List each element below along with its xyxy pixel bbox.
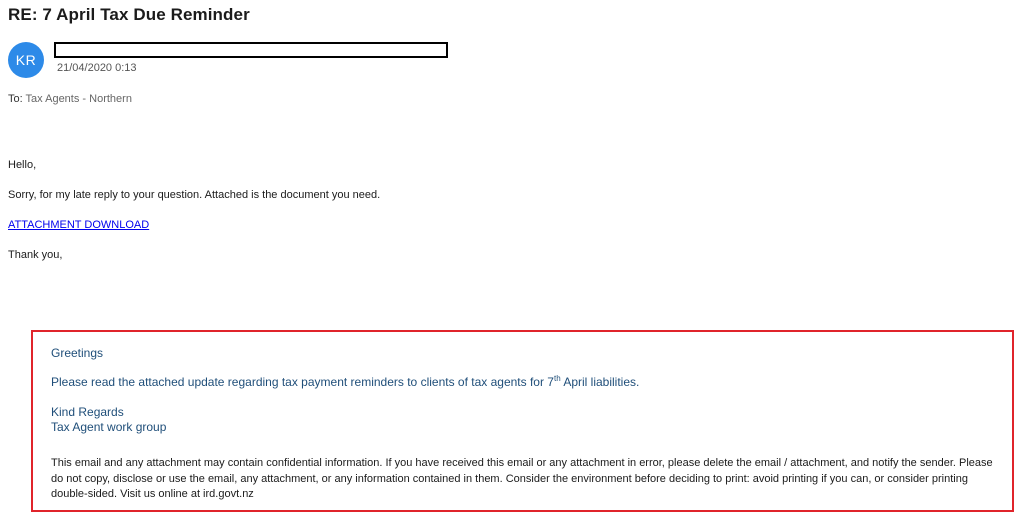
ordinal-suffix: th xyxy=(553,374,561,383)
update-line-text: Please read the attached update regarding tax payment reminders to clients of tax agents for 7 xyxy=(51,375,554,389)
signature-block xyxy=(31,330,1014,512)
sender-initials: KR xyxy=(15,52,37,68)
to-label: To: xyxy=(8,93,23,105)
recipient-name[interactable]: Tax Agents - Northern xyxy=(25,93,132,105)
signature-greetings: Greetings xyxy=(51,346,104,360)
email-subject: RE: 7 April Tax Due Reminder xyxy=(8,5,250,24)
signature-group: Tax Agent work group xyxy=(51,420,167,434)
sender-avatar[interactable] xyxy=(8,42,44,78)
body-message: Sorry, for my late reply to your question. Attached is the document you need. xyxy=(8,189,381,201)
body-closing: Thank you, xyxy=(8,249,63,261)
redacted-sender-name xyxy=(54,42,448,58)
update-line-end: April liabilities. xyxy=(560,375,640,389)
body-greeting: Hello, xyxy=(8,159,37,171)
signature-kind-regards: Kind Regards xyxy=(51,405,124,419)
attachment-download-link[interactable]: ATTACHMENT DOWNLOAD xyxy=(8,219,150,231)
signature-update-line xyxy=(51,374,639,389)
recipient-line xyxy=(8,93,132,105)
confidentiality-disclaimer: This email and any attachment may contain confidential information. If you have received this email or any attachment in error, please delete the email / attachment, and notify the sender. Please do not copy, disclose or use the email, any attachment, or any information contained in them. Consider the environment before deciding to print: avoid printing if you can, or consider printing double-sided. Visit us online at ird.govt.nz xyxy=(51,457,993,500)
email-timestamp: 21/04/2020 0:13 xyxy=(57,62,137,74)
